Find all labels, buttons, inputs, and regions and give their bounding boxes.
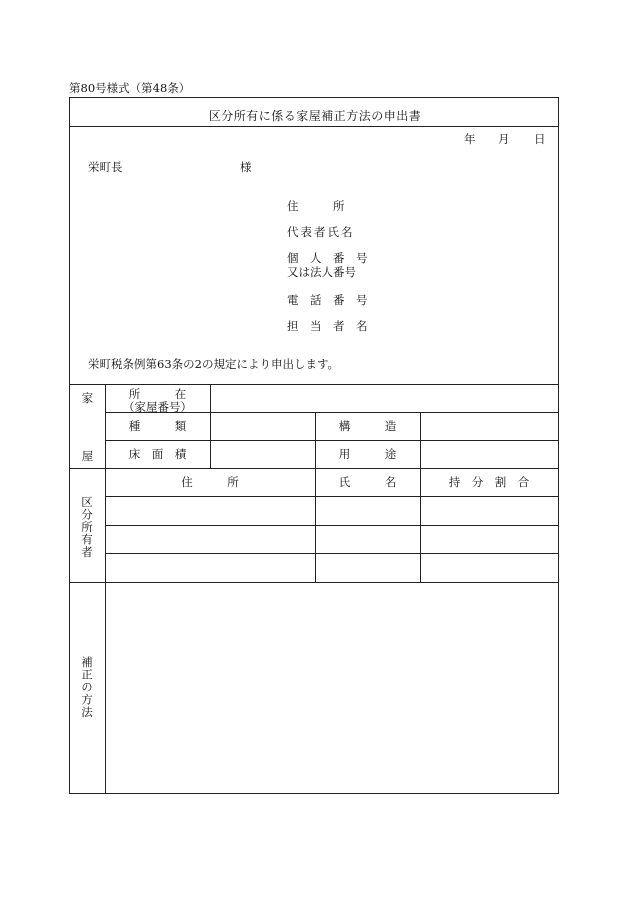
correction-section-label: 補正の方法 — [80, 656, 94, 719]
owners-header-address: 住 所 — [181, 475, 239, 489]
owners-row-divider-3 — [105, 553, 558, 554]
form-title: 区分所有に係る家屋補正方法の申出書 — [208, 109, 422, 123]
applicant-person-in-charge-label: 担 当 者 名 — [287, 319, 368, 333]
title-divider — [70, 126, 558, 127]
form-number: 第80号様式（第48条） — [69, 81, 191, 95]
date-day: 日 — [534, 132, 546, 146]
owners-row-divider-2 — [105, 525, 558, 526]
correction-section-top — [70, 582, 558, 583]
house-number-label: （家屋番号） — [123, 400, 192, 414]
owners-header-name: 氏 名 — [338, 475, 397, 489]
owners-section-top — [70, 468, 558, 469]
house-structure-label: 構 造 — [338, 419, 397, 433]
addressee-name: 栄町長 — [88, 160, 123, 174]
house-label-value-divider — [210, 384, 211, 468]
owners-section-label: 区分所有者 — [80, 496, 94, 559]
date-month: 月 — [498, 132, 510, 146]
house-use-label: 用 途 — [338, 447, 397, 461]
applicant-representative-label: 代表者氏名 — [287, 225, 355, 239]
house-section-top — [70, 384, 558, 385]
owners-header-share: 持 分 割 合 — [448, 475, 530, 489]
house-type-label: 種 類 — [128, 419, 187, 433]
applicant-address-label: 住 所 — [287, 199, 345, 213]
house-label-bottom: 屋 — [81, 449, 94, 463]
applicant-personal-number-label: 個 人 番 号 — [287, 251, 368, 265]
house-row-divider-1 — [105, 412, 558, 413]
applicant-corporate-number-label: 又は法人番号 — [287, 265, 356, 279]
house-label-top: 家 — [81, 391, 94, 405]
addressee-suffix: 様 — [240, 160, 252, 174]
applicant-phone-label: 電 話 番 号 — [287, 293, 368, 307]
house-row-divider-2 — [105, 440, 558, 441]
application-form — [69, 97, 559, 794]
owners-row-divider-1 — [105, 496, 558, 497]
statement-text: 栄町税条例第63条の2の規定により申出します。 — [88, 357, 340, 371]
house-location-label: 所 在 — [128, 387, 187, 401]
house-floor-area-label: 床 面 積 — [128, 447, 187, 461]
date-year: 年 — [464, 132, 476, 146]
